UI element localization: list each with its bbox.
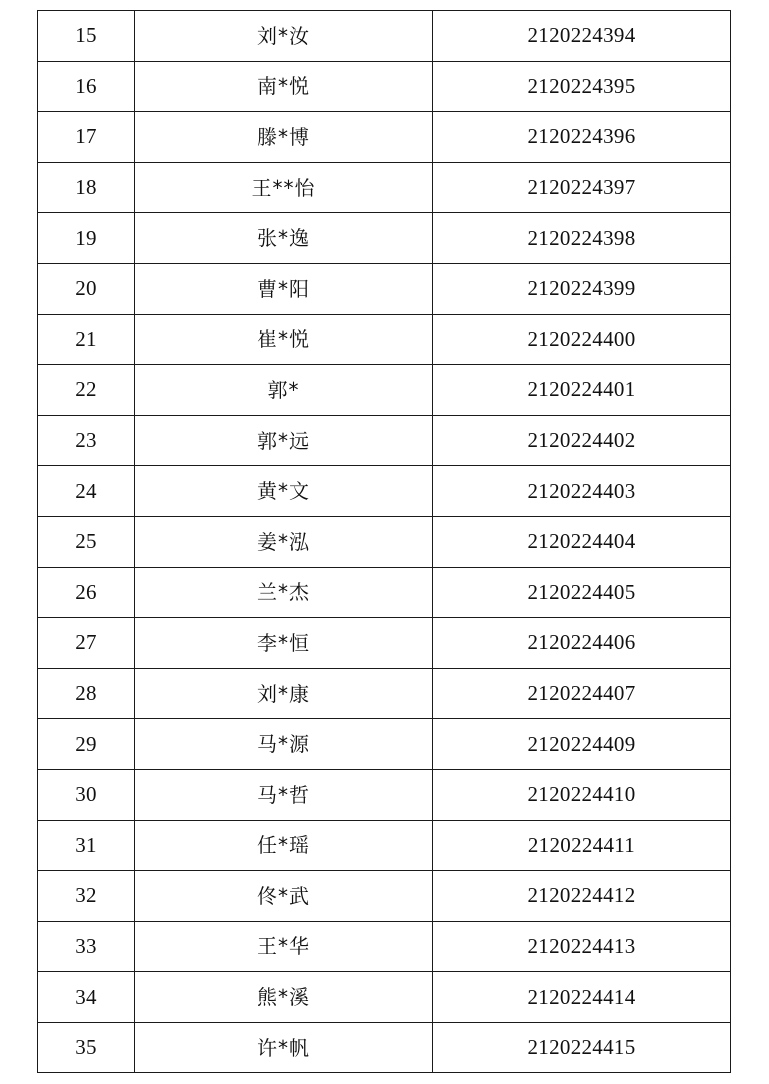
table-row — [38, 871, 731, 922]
student-name-cell: 黄*文 — [135, 466, 433, 517]
student-name-cell: 任*瑶 — [135, 820, 433, 871]
student-name-cell: 许*帆 — [135, 1022, 433, 1073]
table-row — [38, 112, 731, 163]
student-id-cell: 2120224400 — [433, 314, 731, 365]
table-row — [38, 567, 731, 618]
table-row — [38, 61, 731, 112]
table-row — [38, 466, 731, 517]
row-number-cell: 26 — [38, 567, 135, 618]
table-row — [38, 769, 731, 820]
student-name-cell: 郭*远 — [135, 415, 433, 466]
student-name-cell: 曹*阳 — [135, 263, 433, 314]
student-table — [37, 10, 731, 1073]
student-id-cell: 2120224405 — [433, 567, 731, 618]
table-row — [38, 618, 731, 669]
student-id-cell: 2120224403 — [433, 466, 731, 517]
student-name-cell: 滕*博 — [135, 112, 433, 163]
student-list-page — [37, 10, 730, 1073]
student-name-cell: 郭* — [135, 365, 433, 416]
row-number-cell: 15 — [38, 11, 135, 62]
student-id-cell: 2120224415 — [433, 1022, 731, 1073]
student-name-cell: 姜*泓 — [135, 516, 433, 567]
student-id-cell: 2120224397 — [433, 162, 731, 213]
student-id-cell: 2120224409 — [433, 719, 731, 770]
student-name-cell: 王**怡 — [135, 162, 433, 213]
student-id-cell: 2120224404 — [433, 516, 731, 567]
row-number-cell: 30 — [38, 769, 135, 820]
student-name-cell: 南*悦 — [135, 61, 433, 112]
row-number-cell: 25 — [38, 516, 135, 567]
student-id-cell: 2120224394 — [433, 11, 731, 62]
student-id-cell: 2120224414 — [433, 972, 731, 1023]
row-number-cell: 31 — [38, 820, 135, 871]
row-number-cell: 20 — [38, 263, 135, 314]
table-row — [38, 365, 731, 416]
student-name-cell: 崔*悦 — [135, 314, 433, 365]
student-id-cell: 2120224401 — [433, 365, 731, 416]
student-name-cell: 张*逸 — [135, 213, 433, 264]
row-number-cell: 18 — [38, 162, 135, 213]
student-id-cell: 2120224406 — [433, 618, 731, 669]
row-number-cell: 29 — [38, 719, 135, 770]
table-row — [38, 1022, 731, 1073]
row-number-cell: 21 — [38, 314, 135, 365]
table-row — [38, 719, 731, 770]
student-id-cell: 2120224413 — [433, 921, 731, 972]
student-id-cell: 2120224412 — [433, 871, 731, 922]
row-number-cell: 24 — [38, 466, 135, 517]
row-number-cell: 32 — [38, 871, 135, 922]
row-number-cell: 19 — [38, 213, 135, 264]
student-id-cell: 2120224402 — [433, 415, 731, 466]
row-number-cell: 35 — [38, 1022, 135, 1073]
row-number-cell: 16 — [38, 61, 135, 112]
row-number-cell: 34 — [38, 972, 135, 1023]
student-name-cell: 马*哲 — [135, 769, 433, 820]
row-number-cell: 28 — [38, 668, 135, 719]
student-name-cell: 兰*杰 — [135, 567, 433, 618]
row-number-cell: 17 — [38, 112, 135, 163]
table-row — [38, 213, 731, 264]
row-number-cell: 22 — [38, 365, 135, 416]
student-name-cell: 李*恒 — [135, 618, 433, 669]
table-row — [38, 820, 731, 871]
student-id-cell: 2120224410 — [433, 769, 731, 820]
student-id-cell: 2120224395 — [433, 61, 731, 112]
table-row — [38, 11, 731, 62]
row-number-cell: 33 — [38, 921, 135, 972]
table-row — [38, 314, 731, 365]
table-row — [38, 415, 731, 466]
student-name-cell: 马*源 — [135, 719, 433, 770]
student-id-cell: 2120224411 — [433, 820, 731, 871]
student-name-cell: 熊*溪 — [135, 972, 433, 1023]
table-row — [38, 263, 731, 314]
student-name-cell: 刘*康 — [135, 668, 433, 719]
row-number-cell: 23 — [38, 415, 135, 466]
student-name-cell: 佟*武 — [135, 871, 433, 922]
table-row — [38, 921, 731, 972]
student-name-cell: 王*华 — [135, 921, 433, 972]
student-id-cell: 2120224396 — [433, 112, 731, 163]
table-row — [38, 668, 731, 719]
student-id-cell: 2120224407 — [433, 668, 731, 719]
student-name-cell: 刘*汝 — [135, 11, 433, 62]
table-row — [38, 516, 731, 567]
table-row — [38, 972, 731, 1023]
student-id-cell: 2120224398 — [433, 213, 731, 264]
student-id-cell: 2120224399 — [433, 263, 731, 314]
student-table-body — [38, 11, 731, 1073]
table-row — [38, 162, 731, 213]
row-number-cell: 27 — [38, 618, 135, 669]
